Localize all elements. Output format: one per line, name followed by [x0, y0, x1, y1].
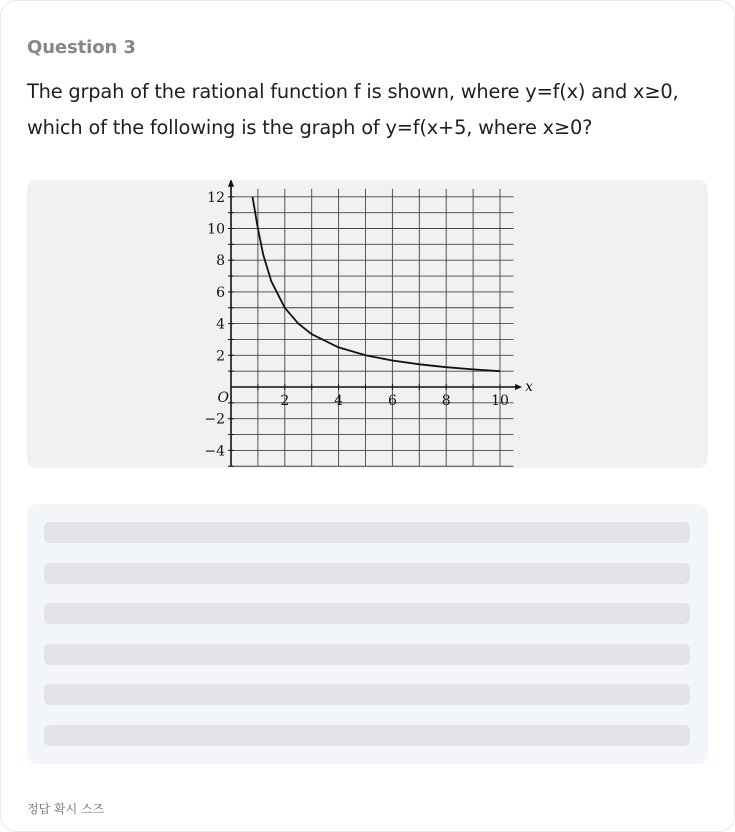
- answer-choices-panel: [27, 504, 708, 764]
- answer-choice-6[interactable]: [44, 725, 690, 746]
- x-tick-label: 8: [441, 393, 451, 409]
- y-tick-label: −4: [204, 443, 225, 460]
- y-tick-label: 8: [216, 253, 225, 270]
- y-tick-label: −2: [204, 411, 225, 428]
- check-answer-link[interactable]: 정답 확시 스즈: [27, 802, 105, 816]
- answer-choice-1[interactable]: [44, 522, 690, 543]
- answer-choice-5[interactable]: [44, 684, 690, 705]
- question-text: The grpah of the rational function f is shown, where y=f(x) and x≥0, which of the following is the graph of y=f(x+5, where x≥0?: [27, 80, 679, 139]
- y-tick-label: 10: [207, 221, 225, 238]
- question-figure: [27, 180, 708, 468]
- y-tick-label: 12: [207, 189, 225, 206]
- answer-choice-2[interactable]: [44, 563, 690, 584]
- y-tick-label: 4: [216, 316, 225, 333]
- x-axis-arrow: [515, 384, 522, 390]
- y-tick-label: 2: [216, 348, 225, 365]
- x-tick-label: 4: [334, 393, 344, 409]
- y-axis-arrow: [228, 180, 234, 187]
- origin-label: O: [217, 390, 229, 406]
- function-curve: [253, 197, 501, 371]
- answer-choice-3[interactable]: [44, 603, 690, 624]
- question-number: Question 3: [27, 37, 136, 58]
- function-graph: [27, 180, 708, 468]
- answer-choice-4[interactable]: [44, 644, 690, 665]
- x-axis-label: x: [525, 379, 534, 395]
- y-tick-label: 6: [216, 284, 225, 301]
- x-tick-label: 2: [280, 393, 290, 409]
- x-tick-label: 6: [387, 393, 397, 409]
- x-tick-label: 10: [491, 393, 509, 409]
